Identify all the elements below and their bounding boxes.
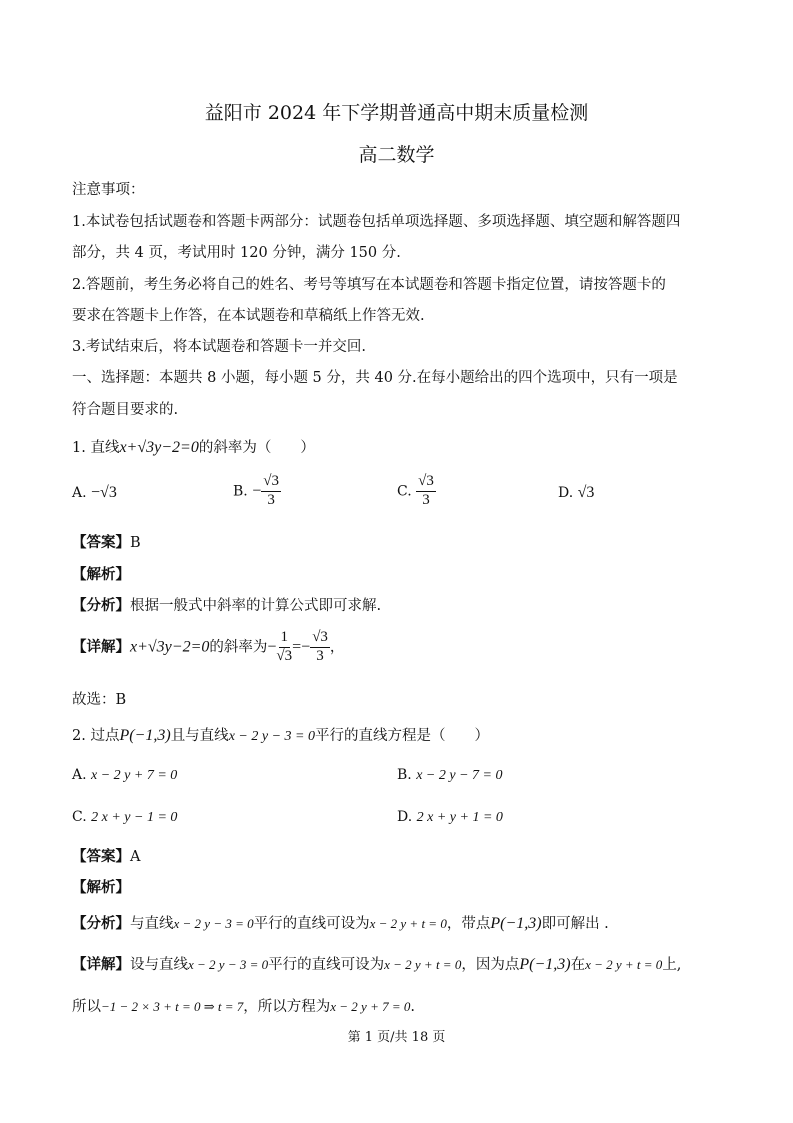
q2-line2-eq2: x − 2 y + 7 = 0: [330, 999, 411, 1014]
question-2-stem: [72, 724, 489, 745]
q1-detail-fraction-2: [310, 630, 330, 665]
q1-detail-minus: −: [267, 638, 277, 656]
q2-fenxi-3: ，带点: [446, 916, 491, 932]
q1-option-c-label: C.: [397, 483, 412, 500]
q1-detail-tag: 【详解】: [72, 638, 130, 656]
q2-answer-value: A: [130, 849, 141, 865]
q2-detail-4: 在: [570, 957, 586, 973]
q1-option-b-numerator: √3: [261, 474, 281, 492]
q2-line2-eq: −1 − 2 × 3 + t = 0 ⇒ t = 7: [101, 999, 244, 1014]
question-2-suffix: 平行的直线方程是（ ）: [314, 728, 489, 744]
q1-option-a-value: −√3: [91, 484, 117, 501]
q2-detail-line-2: [72, 995, 415, 1016]
q2-fenxi-4: 即可解出 .: [541, 916, 609, 932]
q1-detail-end: ，: [329, 639, 345, 656]
q1-option-b-fraction: [261, 474, 281, 509]
page-footer: 第 1 页/共 18 页: [347, 1030, 446, 1045]
q1-detail-fraction-1-denominator: √3: [276, 647, 293, 664]
q1-option-d[interactable]: [558, 484, 594, 502]
q2-line2-1: 所以: [72, 999, 101, 1015]
q2-option-d-value: 2 x + y + 1 = 0: [416, 810, 503, 825]
q2-detail-eq3: x − 2 y + t = 0: [585, 957, 663, 972]
q2-detail-2: 平行的直线可设为: [268, 957, 385, 973]
q1-detail-fraction-1-numerator: 1: [279, 630, 291, 648]
note-2-line-a: 2.答题前，考生务必将自己的姓名、考号等填写在本试题卷和答题卡指定位置，请按答题卡的: [72, 277, 666, 293]
q2-option-c[interactable]: [72, 809, 177, 826]
q2-option-a-label: A.: [72, 767, 87, 783]
question-2-mid: 且与直线: [170, 728, 229, 744]
q2-answer: [72, 845, 140, 866]
q2-option-d[interactable]: [397, 809, 503, 826]
q2-option-b-value: x − 2 y − 7 = 0: [416, 768, 503, 783]
note-1-line-a: 1.本试卷包括试题卷和答题卡两部分：试题卷包括单项选择题、多项选择题、填空题和解答题四: [72, 214, 681, 230]
q2-detail-3: ，因为点: [461, 957, 520, 973]
q1-option-b[interactable]: [233, 474, 281, 509]
question-1-number: 1. 直线: [72, 440, 120, 456]
q2-option-c-value: 2 x + y − 1 = 0: [91, 810, 178, 825]
q2-analysis-tag: 【解析】: [72, 879, 130, 896]
page-title: 益阳市 2024 年下学期普通高中期末质量检测: [204, 102, 589, 124]
q1-option-a-label: A.: [72, 485, 87, 501]
q1-option-c-denominator: 3: [422, 491, 430, 508]
q2-detail-5: 上,: [662, 957, 682, 973]
q1-detail-fraction-2-numerator: √3: [310, 630, 330, 648]
q2-option-b-label: B.: [397, 767, 412, 783]
q2-answer-tag: 【答案】: [72, 848, 130, 865]
q2-fenxi-point: P(−1,3): [490, 915, 542, 932]
q1-fenxi-text: 根据一般式中斜率的计算公式即可求解.: [130, 598, 382, 614]
q2-fenxi: [72, 912, 609, 933]
q1-answer: [72, 531, 141, 552]
section-1-line-b: 符合题目要求的.: [72, 402, 179, 418]
question-1-equation: x+√3y−2=0: [119, 439, 199, 456]
q1-option-c-numerator: √3: [416, 474, 436, 492]
q1-option-d-value: √3: [577, 484, 595, 501]
q1-choose: 故选：B: [72, 692, 127, 708]
q2-line2-3: .: [410, 999, 415, 1015]
q2-option-b[interactable]: [397, 767, 502, 784]
q2-fenxi-1: 与直线: [130, 916, 174, 932]
note-3: 3.考试结束后，将本试题卷和答题卡一并交回.: [72, 339, 366, 355]
q2-option-a[interactable]: [72, 767, 177, 784]
q2-fenxi-tag: 【分析】: [72, 915, 130, 932]
question-2-line-equation: x − 2 y − 3 = 0: [228, 729, 315, 744]
q2-detail-tag: 【详解】: [72, 956, 130, 973]
q1-option-b-denominator: 3: [267, 491, 275, 508]
q2-option-c-label: C.: [72, 809, 87, 825]
q1-detail-fraction-2-denominator: 3: [316, 647, 324, 664]
q1-fenxi-tag: 【分析】: [72, 597, 130, 614]
q1-fenxi: [72, 594, 381, 615]
q1-answer-value: B: [130, 535, 141, 551]
page-subtitle: 高二数学: [358, 144, 435, 166]
q1-option-a[interactable]: [72, 484, 117, 502]
q1-option-c[interactable]: [397, 474, 436, 509]
note-2-line-b: 要求在答题卡上作答，在本试题卷和草稿纸上作答无效.: [72, 308, 425, 324]
q1-detail: [72, 630, 344, 665]
q1-analysis-tag: 【解析】: [72, 566, 130, 583]
q2-option-d-label: D.: [397, 809, 413, 825]
q2-option-a-value: x − 2 y + 7 = 0: [91, 768, 178, 783]
q1-option-b-sign: −: [252, 482, 262, 500]
q2-detail: [72, 953, 681, 974]
notes-heading: 注意事项：: [72, 182, 145, 198]
question-1-suffix: 的斜率为（ ）: [198, 440, 315, 456]
q1-detail-fraction-1: [276, 630, 292, 665]
question-2-point: P(−1,3): [119, 727, 171, 744]
question-2-number: 2. 过点: [72, 728, 120, 744]
note-1-line-b: 部分，共 4 页，考试用时 120 分钟，满分 150 分.: [72, 245, 401, 261]
section-1-line-a: 一、选择题：本题共 8 小题，每小题 5 分，共 40 分.在每小题给出的四个选项中，只有一项是: [72, 370, 678, 386]
q1-option-d-label: D.: [558, 485, 574, 501]
q1-detail-equals: =−: [292, 638, 311, 656]
q1-option-b-label: B.: [233, 483, 248, 500]
q1-detail-equation: x+√3y−2=0: [130, 638, 210, 656]
q2-fenxi-eq2: x − 2 y + t = 0: [369, 916, 447, 931]
q2-line2-2: ，所以方程为: [243, 999, 331, 1015]
q2-detail-1: 设与直线: [130, 957, 188, 973]
q2-detail-eq1: x − 2 y − 3 = 0: [188, 957, 269, 972]
q1-answer-tag: 【答案】: [72, 534, 130, 551]
q2-fenxi-eq1: x − 2 y − 3 = 0: [173, 916, 254, 931]
q2-detail-eq2: x − 2 y + t = 0: [384, 957, 462, 972]
q1-detail-mid: 的斜率为: [209, 639, 268, 656]
q2-detail-point: P(−1,3): [519, 956, 571, 973]
q1-option-c-fraction: [416, 474, 436, 509]
question-1-stem: [72, 436, 315, 457]
q2-fenxi-2: 平行的直线可设为: [253, 916, 370, 932]
